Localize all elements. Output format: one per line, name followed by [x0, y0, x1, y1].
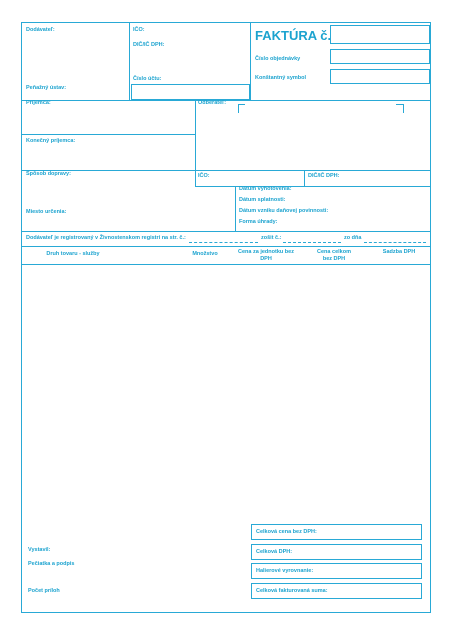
payment-form-label: Forma úhrady: [239, 219, 278, 225]
order-no-label: Číslo objednávky [255, 56, 301, 62]
transport-label: Spôsob dopravy: [26, 171, 71, 177]
col-goods-header: Druh tovaru - služby [46, 251, 100, 257]
registration-page-blank[interactable] [189, 242, 258, 243]
address-corner-tr-h [396, 104, 403, 105]
registration-day-blank[interactable] [364, 242, 426, 243]
issued-by-label: Vystavil: [28, 547, 51, 553]
recipient-divider [21, 134, 195, 135]
total-invoiced-label: Celková fakturovaná suma: [256, 588, 328, 594]
col-quantity-header: Množstvo [192, 251, 218, 257]
rounding-label: Halierové vyrovnanie: [256, 568, 314, 574]
ico-row-bottom [195, 186, 431, 187]
registration-day-label: zo dňa [344, 235, 362, 241]
col-unit-price-header: Cena za jednotku bez DPH [238, 249, 294, 262]
final-recipient-label: Konečný príjemca: [26, 138, 76, 144]
attachments-label: Počet príloh [28, 588, 60, 594]
header-divider-2 [250, 22, 251, 100]
buyer-ico-label: IČO: [198, 173, 210, 179]
constant-symbol-label: Konštantný symbol [255, 75, 307, 81]
address-corner-tl-h [238, 104, 245, 105]
account-label: Číslo účtu: [133, 76, 162, 82]
registration-text: Dodávateľ je registrovaný v Živnostenskom registri na str. č.: [26, 235, 186, 241]
dic-dph-label: DIČ/IČ DPH: [133, 42, 165, 48]
total-without-vat-field[interactable] [251, 524, 422, 540]
tax-date-label: Dátum vzniku daňovej povinnosti: [239, 208, 329, 214]
issue-date-label: Dátum vyhotovenia: [239, 186, 292, 192]
due-date-label: Dátum splatnosti: [239, 197, 286, 203]
total-vat-label: Celková DPH: [256, 549, 293, 555]
total-without-vat-label: Celková cena bez DPH: [256, 529, 317, 535]
registration-volume-label: zošit č.: [261, 235, 282, 241]
constant-symbol-field[interactable] [330, 69, 430, 84]
dates-divider [235, 186, 236, 231]
section-divider-2 [21, 170, 431, 171]
invoice-number-field[interactable] [330, 25, 430, 44]
parties-divider [195, 100, 196, 186]
items-area[interactable] [22, 265, 430, 520]
address-corner-tl-v [238, 104, 239, 113]
supplier-label: Dodávateľ: [26, 27, 55, 33]
header-divider-1 [129, 22, 130, 100]
bank-label: Peňažný ústav: [26, 85, 67, 91]
col-vat-rate-header: Sadzba DPH [382, 249, 416, 255]
col-total-header: Cena celkom bez DPH [317, 249, 351, 262]
buyer-dic-label: DIČ/IČ DPH: [308, 173, 340, 179]
total-invoiced-field[interactable] [251, 583, 422, 599]
section-divider-4 [21, 246, 431, 247]
destination-label: Miesto určenia: [26, 209, 67, 215]
registration-volume-blank[interactable] [283, 242, 341, 243]
buyer-label: Odberateľ: [198, 100, 227, 106]
rounding-field[interactable] [251, 563, 422, 579]
recipient-label: Príjemca: [26, 100, 51, 106]
invoice-title: FAKTÚRA č. [255, 28, 332, 43]
ico-dic-divider [304, 170, 305, 186]
order-no-field[interactable] [330, 49, 430, 64]
ico-label: IČO: [133, 27, 145, 33]
stamp-signature-label: Pečiatka a podpis [28, 561, 75, 567]
account-field[interactable] [131, 84, 250, 100]
total-vat-field[interactable] [251, 544, 422, 560]
section-divider-3 [21, 231, 431, 232]
address-corner-tr-v [403, 104, 404, 113]
